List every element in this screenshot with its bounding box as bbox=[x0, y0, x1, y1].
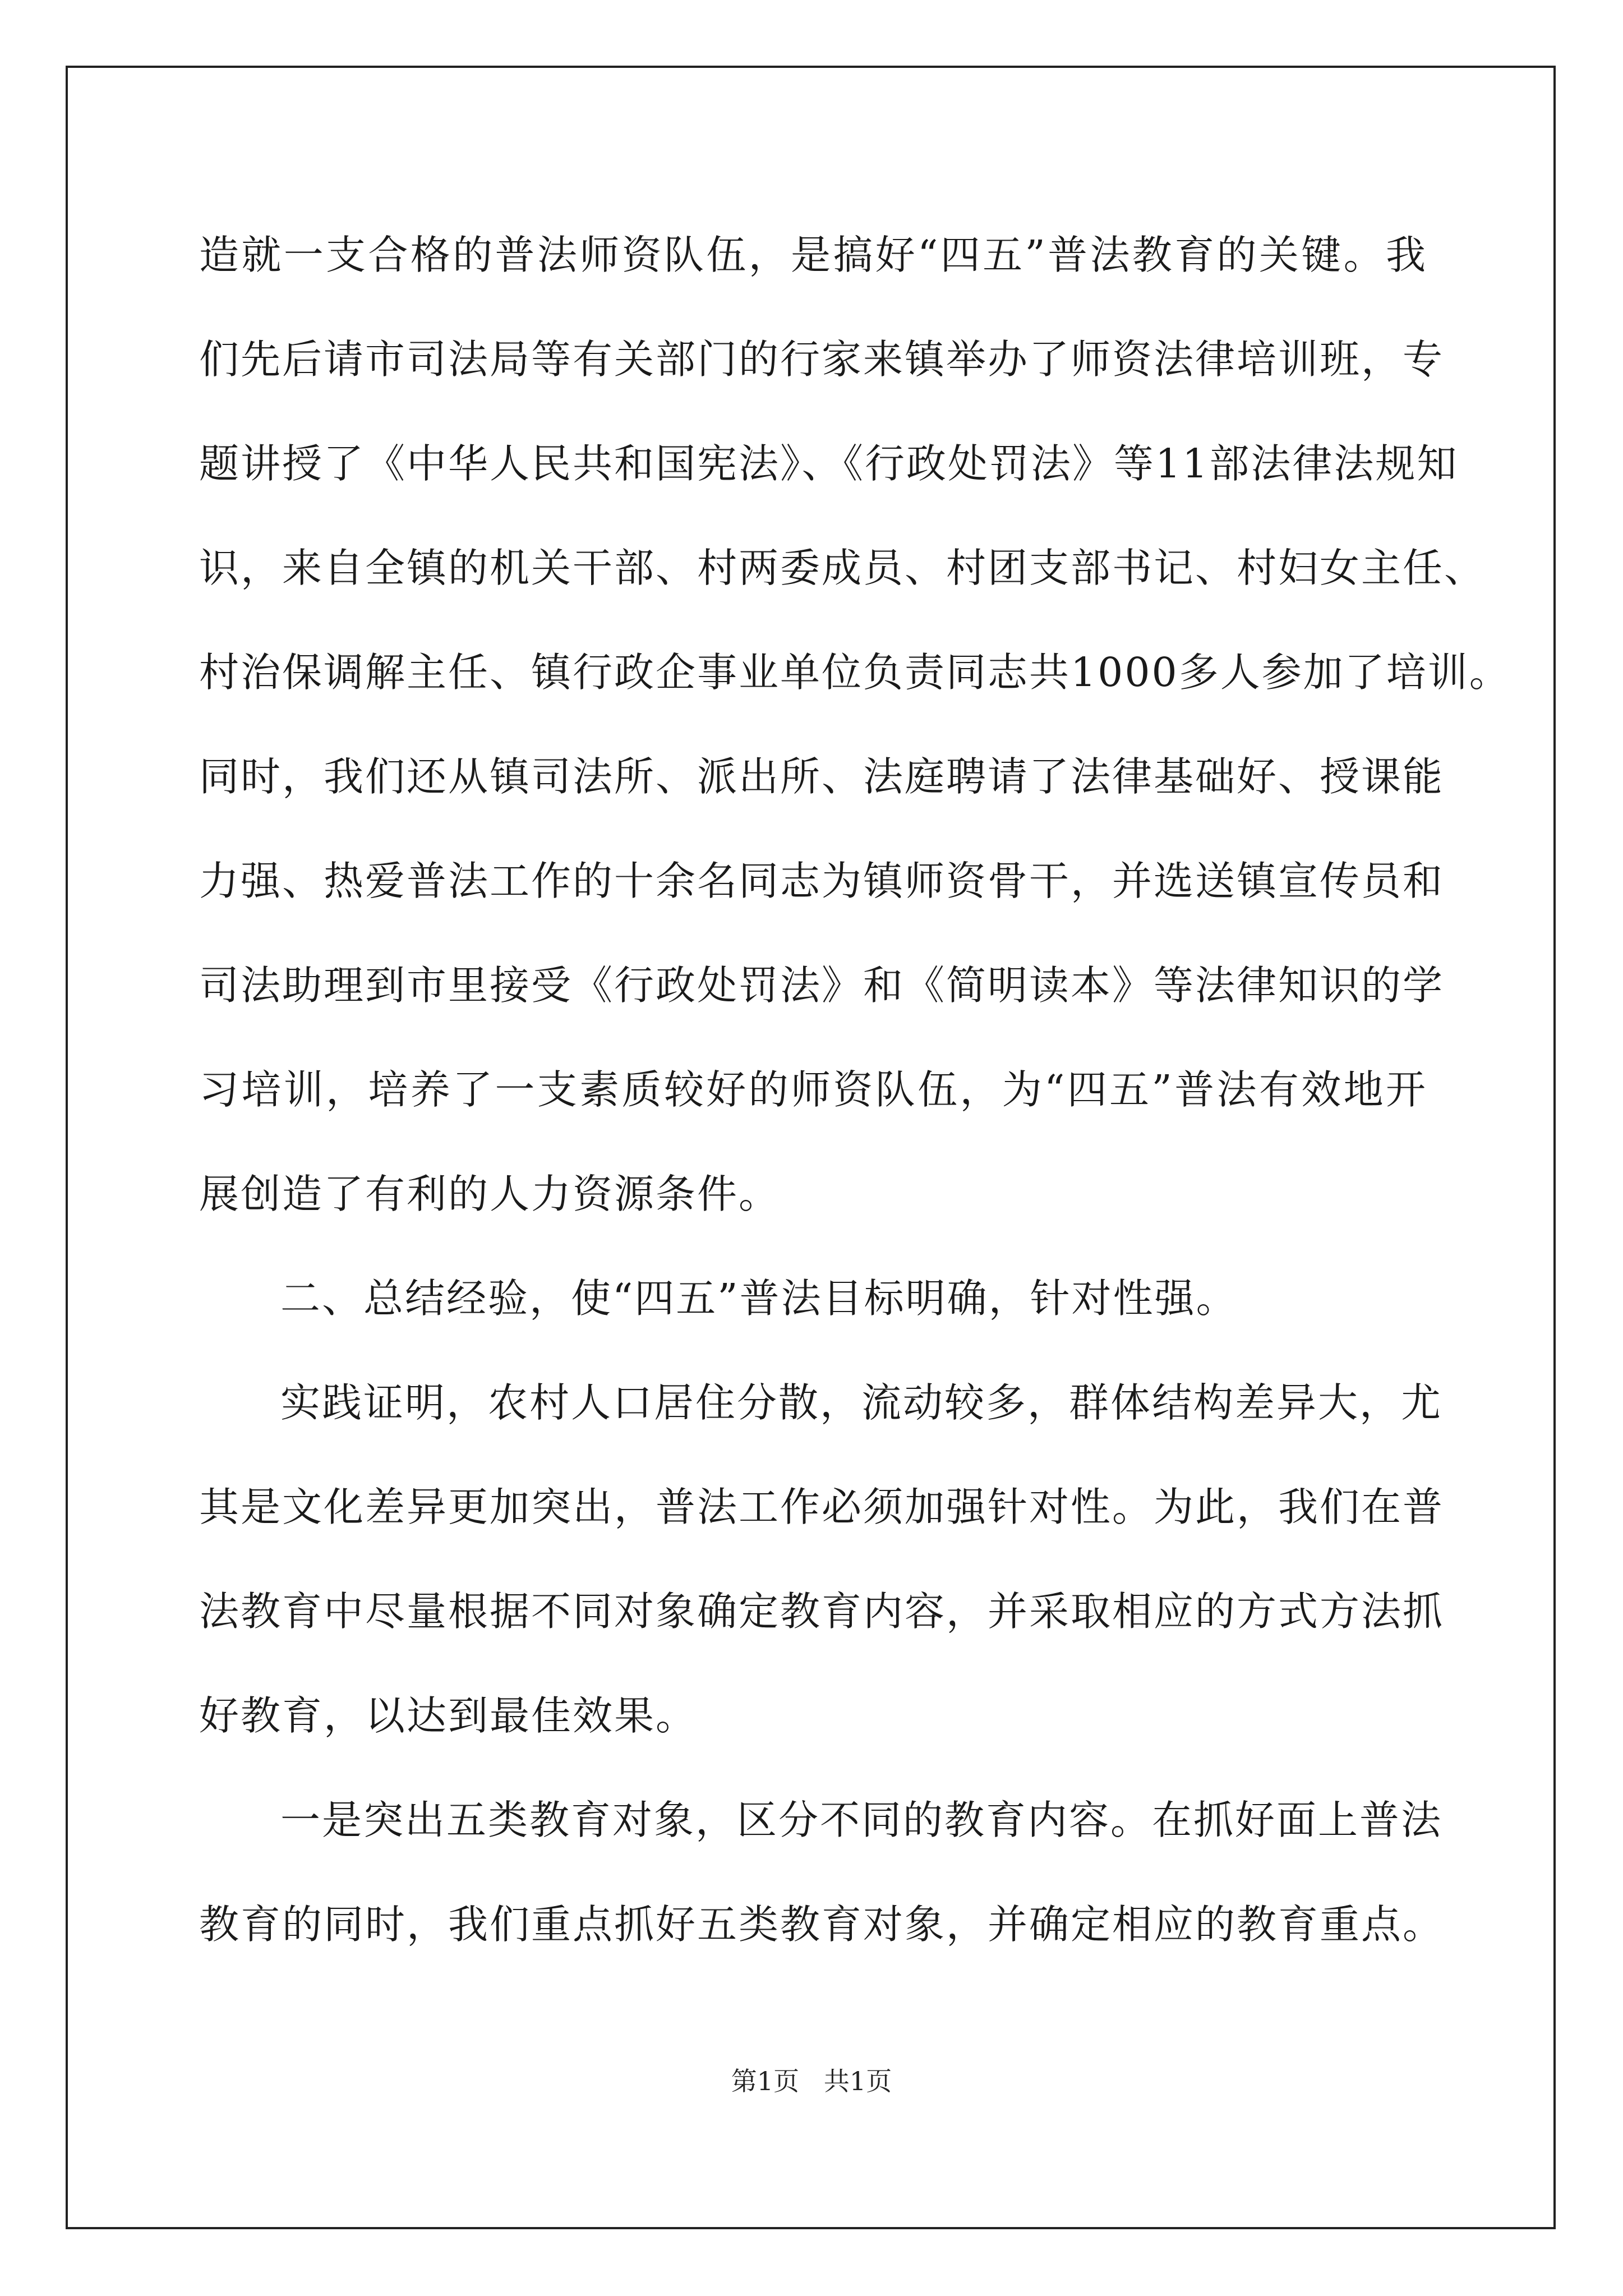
text-line: 题讲授了《中华人民共和国宪法》、《行政处罚法》等11部法律法规知 bbox=[199, 440, 1459, 487]
text-line: 司法助理到市里接受《行政处罚法》和《简明读本》等法律知识的学 bbox=[199, 962, 1445, 1009]
text-line: 法教育中尽量根据不同对象确定教育内容，并采取相应的方式方法抓 bbox=[199, 1588, 1445, 1635]
text-line: 好教育，以达到最佳效果。 bbox=[199, 1692, 698, 1739]
text-line: 一是突出五类教育对象，区分不同的教育内容。在抓好面上普法 bbox=[280, 1797, 1443, 1843]
text-line: 展创造了有利的人力资源条件。 bbox=[199, 1171, 781, 1217]
text-line: 习培训，培养了一支素质较好的师资队伍，为“四五”普法有效地开 bbox=[199, 1066, 1427, 1113]
text-line: 们先后请市司法局等有关部门的行家来镇举办了师资法律培训班，专 bbox=[199, 336, 1445, 383]
text-line: 实践证明，农村人口居住分散，流动较多，群体结构差异大，尤 bbox=[280, 1379, 1443, 1426]
text-line: 教育的同时，我们重点抓好五类教育对象，并确定相应的教育重点。 bbox=[199, 1901, 1445, 1948]
text-line: 力强、热爱普法工作的十余名同志为镇师资骨干，并选送镇宣传员和 bbox=[199, 858, 1445, 904]
text-line: 村治保调解主任、镇行政企事业单位负责同志共1000多人参加了培训。 bbox=[199, 649, 1511, 696]
section-heading: 二、总结经验，使“四五”普法目标明确，针对性强。 bbox=[280, 1275, 1238, 1322]
text-line: 造就一支合格的普法师资队伍，是搞好“四五”普法教育的关键。我 bbox=[199, 232, 1427, 278]
text-line: 识，来自全镇的机关干部、村两委成员、村团支部书记、村妇女主任、 bbox=[199, 545, 1486, 591]
page-footer: 第1页 共1页 bbox=[731, 2066, 892, 2096]
text-line: 同时，我们还从镇司法所、派出所、法庭聘请了法律基础好、授课能 bbox=[199, 753, 1445, 800]
text-line: 其是文化差异更加突出，普法工作必须加强针对性。为此，我们在普 bbox=[199, 1484, 1445, 1530]
